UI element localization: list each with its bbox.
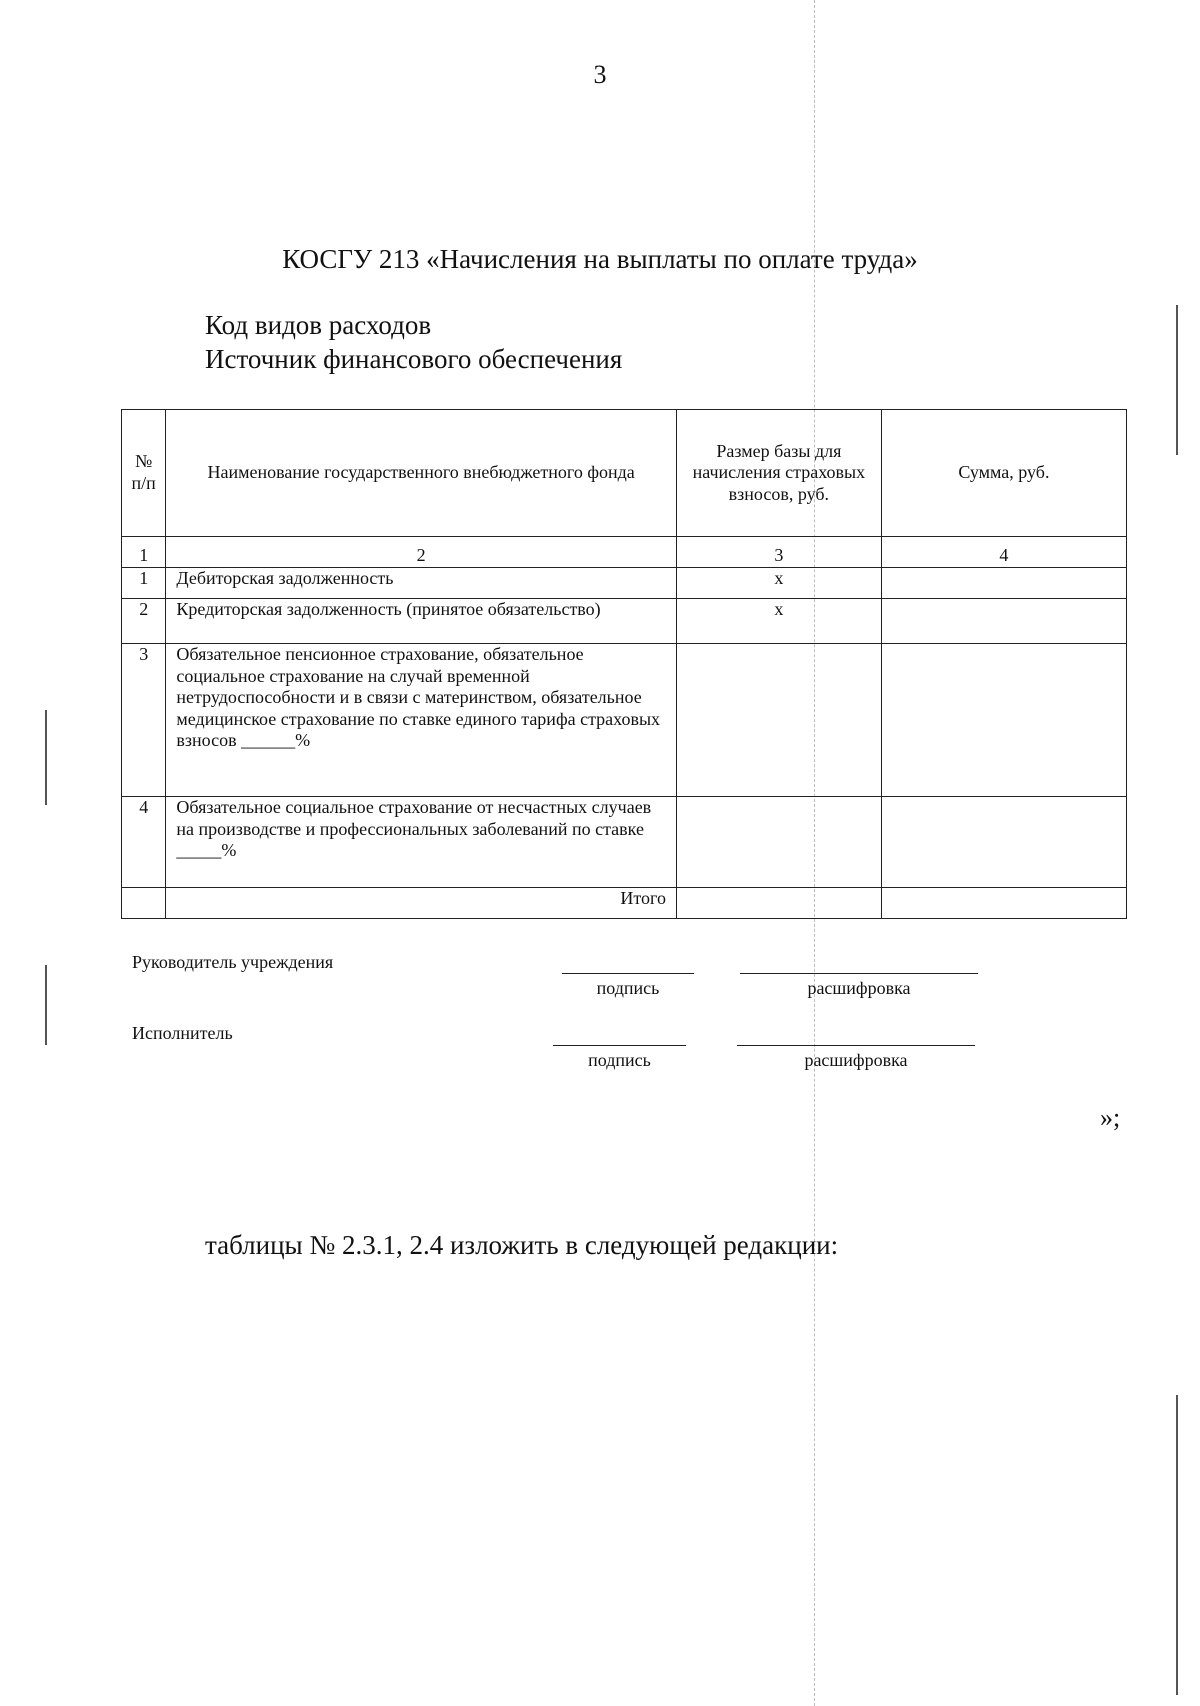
- table-row: [122, 797, 1127, 888]
- column-number: 4: [881, 537, 1126, 568]
- signature-line: [553, 1045, 686, 1046]
- header-num: № п/п: [122, 410, 166, 537]
- signature-caption: подпись: [588, 1050, 651, 1070]
- scan-edge-mark: [45, 965, 47, 1045]
- signature-role: Руководитель учреждения: [132, 952, 334, 972]
- decode-caption: расшифровка: [804, 1050, 908, 1070]
- row-sum: [881, 644, 1126, 797]
- decode-caption: расшифровка: [807, 978, 911, 998]
- funding-source-label: Источник финансового обеспечения: [205, 344, 623, 374]
- column-number-row: [122, 537, 1127, 568]
- row-base: [676, 644, 881, 797]
- table-row: [122, 568, 1127, 599]
- row-sum: [881, 599, 1126, 644]
- total-row: [122, 888, 1127, 919]
- row-fund-name: Дебиторская задолженность: [166, 568, 677, 599]
- document-title: КОСГУ 213 «Начисления на выплаты по оплате труда»: [282, 244, 918, 274]
- row-num: 3: [122, 644, 166, 797]
- expense-type-label: Код видов расходов: [205, 310, 432, 340]
- row-sum: [881, 568, 1126, 599]
- signature-caption: подпись: [596, 978, 660, 998]
- row-fund-name: Обязательное социальное страхование от несчастных случаев на производстве и профессиональных заболеваний по ставке _____%: [166, 797, 677, 888]
- row-sum: [881, 797, 1126, 888]
- row-fund-name: Кредиторская задолженность (принятое обязательство): [166, 599, 677, 644]
- contributions-table: [121, 409, 1127, 919]
- row-base: х: [676, 599, 881, 644]
- row-base: [676, 797, 881, 888]
- row-base: х: [676, 568, 881, 599]
- row-num: 4: [122, 797, 166, 888]
- header-base: Размер базы для начисления страховых взносов, руб.: [676, 410, 881, 537]
- column-number: 3: [676, 537, 881, 568]
- total-sum-cell: [881, 888, 1126, 919]
- row-fund-name: Обязательное пенсионное страхование, обязательное социальное страхование на случай временной нетрудоспособности и в связи с материнством, обязательное медицинское страхование по ставке единого тарифа страховых взносов ______%: [166, 644, 677, 797]
- column-number: 1: [122, 537, 166, 568]
- signature-role: Исполнитель: [132, 1023, 233, 1043]
- row-num: 2: [122, 599, 166, 644]
- total-base-cell: [676, 888, 881, 919]
- closing-quote: »;: [1100, 1103, 1121, 1132]
- table-row: [122, 599, 1127, 644]
- instruction-text: таблицы № 2.3.1, 2.4 изложить в следующей редакции:: [205, 1230, 839, 1260]
- total-label: Итого: [166, 888, 677, 919]
- decode-line: [737, 1045, 975, 1046]
- table-header-row: [122, 410, 1127, 537]
- scan-edge-mark: [1176, 305, 1178, 455]
- row-num: 1: [122, 568, 166, 599]
- total-num-cell: [122, 888, 166, 919]
- page-number: 3: [593, 60, 607, 89]
- header-sum: Сумма, руб.: [881, 410, 1126, 537]
- column-number: 2: [166, 537, 677, 568]
- signature-line: [562, 973, 694, 974]
- scan-edge-mark: [1176, 1395, 1178, 1695]
- header-fund-name: Наименование государственного внебюджетного фонда: [166, 410, 677, 537]
- scan-edge-mark: [45, 710, 47, 805]
- decode-line: [740, 973, 978, 974]
- table-row: [122, 644, 1127, 797]
